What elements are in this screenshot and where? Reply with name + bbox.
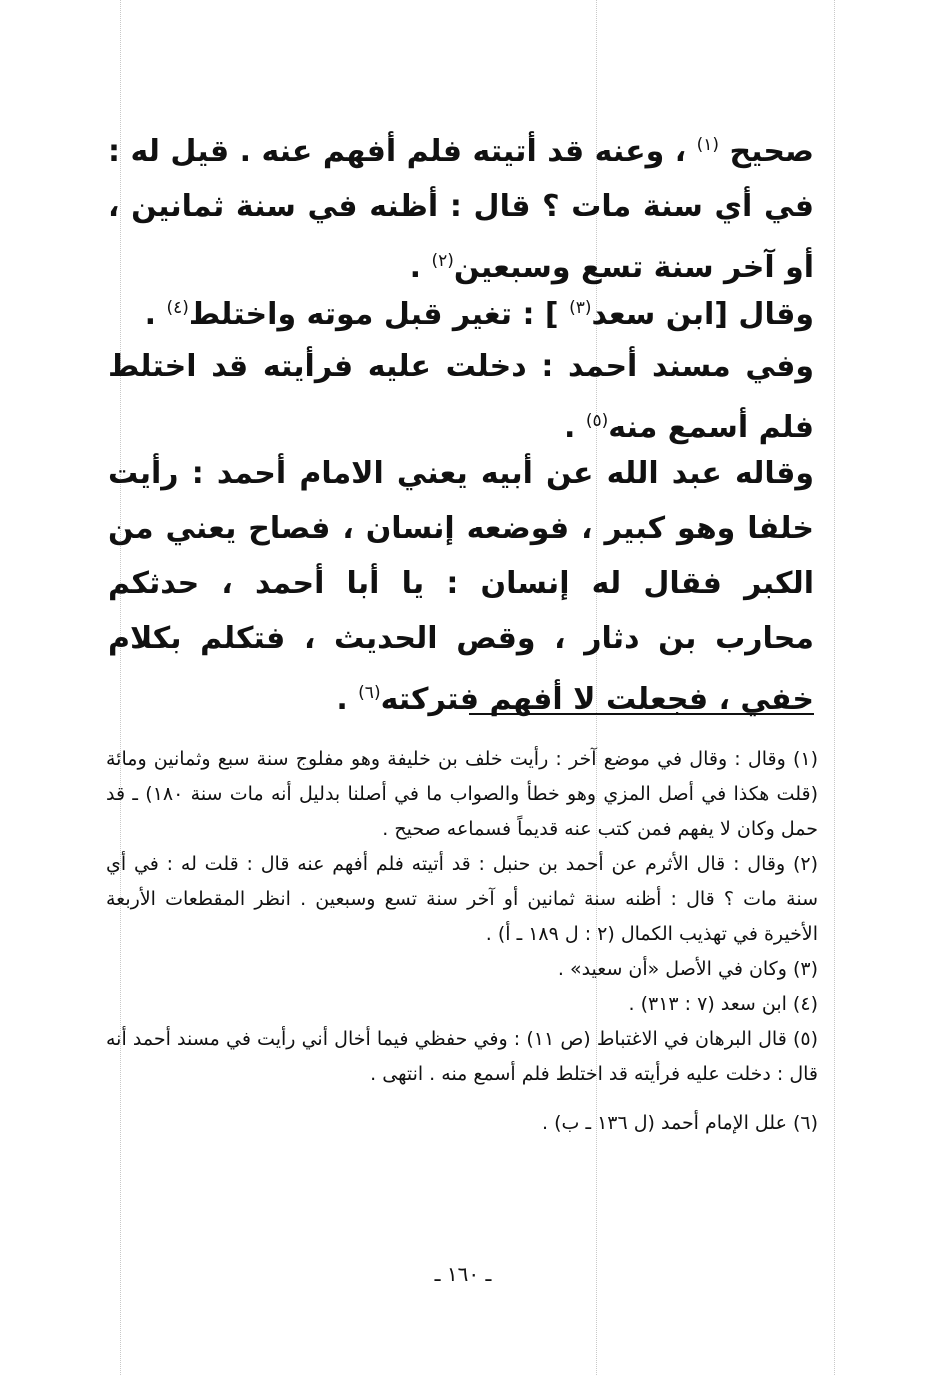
paragraph-1 [108,118,814,295]
paragraph-1-end: . [409,250,432,285]
paragraph-1-text: ، وعنه قد أتيته فلم أفهم عنه . قيل له : في أي سنة مات ؟ قال : أظنه في سنة ثمانين ، أو آخر سنة تسع وسبعين [108,134,814,285]
footnote-ref-5: (٥) [585,411,609,431]
footnotes [106,742,818,1141]
scan-artifact-line [834,0,835,1375]
page-number: ـ ١٦٠ ـ [434,1262,492,1286]
footnote-separator [469,713,814,715]
paragraph-3-end: . [564,410,586,445]
paragraph-4-end: . [336,682,359,717]
footnote-ref-2: (٢) [431,251,454,271]
footnote-3: (٣) وكان في الأصل «أن سعيد» . [557,958,818,980]
paragraph-4 [108,446,814,727]
paragraph-1-text-start: صحيح [719,134,814,169]
paragraph-3 [108,339,814,455]
paragraph-2-end: . [144,297,167,332]
paragraph-2 [108,281,814,342]
footnote-6: (٦) علل الإمام أحمد (ل ١٣٦ ـ ب) . [542,1112,818,1134]
footnote-5: (٥) قال البرهان في الاغتباط (ص ١١) : وفي حفظي فيما أخال أني رأيت في مسند أحمد أنه قال : دخلت عليه فرأيته قد اختلط فلم أسمع منه . انتهى . [106,1028,818,1085]
footnote-1: (١) وقال : وقال في موضع آخر : رأيت خلف بن خليفة وهو مفلوج سنة سبع وثمانين ومائة (قلت هكذا في أصل المزي وهو خطأ والصواب ما في أصلنا بدليل أنه مات سنة ١٨٠) ـ قد حمل وكان لا يفهم فمن كتب عنه قديماً فسماعه صحيح . [106,748,818,840]
footnote-ref-3: (٣) [569,298,592,318]
paragraph-4-text: وقاله عبد الله عن أبيه يعني الامام أحمد : رأيت خلفا وهو كبير ، فوضعه إنسان ، فصاح يعني من الكبر فقال له إنسان : يا أبا أحمد ، حدثكم محارب بن دثار ، وقص الحديث ، فتكلم بكلام خفي ، فجعلت لا أفهم فتركته [108,456,814,717]
footnote-ref-6: (٦) [358,683,381,703]
paragraph-3-text: وفي مسند أحمد : دخلت عليه فرأيته قد اختلط فلم أسمع منه [108,349,814,445]
footnote-ref-1: (١) [696,135,720,155]
paragraph-2-text: ] : تغير قبل موته واختلط [188,297,570,332]
footnote-2: (٢) وقال : قال الأثرم عن أحمد بن حنبل : قد أتيته فلم أفهم عنه قال : قلت له : في أي سنة مات ؟ قال : أظنه سنة ثمانين أو آخر سنة تسع وسبعين . انظر المقطعات الأربعة الأخيرة في تهذيب الكمال (٢ : ل ١٨٩ ـ أ) . [106,853,818,945]
footnote-4: (٤) ابن سعد (٧ : ٣١٣) . [628,993,818,1015]
footnote-ref-4: (٤) [166,298,189,318]
paragraph-2-text-start: وقال [ابن سعد [591,297,814,332]
